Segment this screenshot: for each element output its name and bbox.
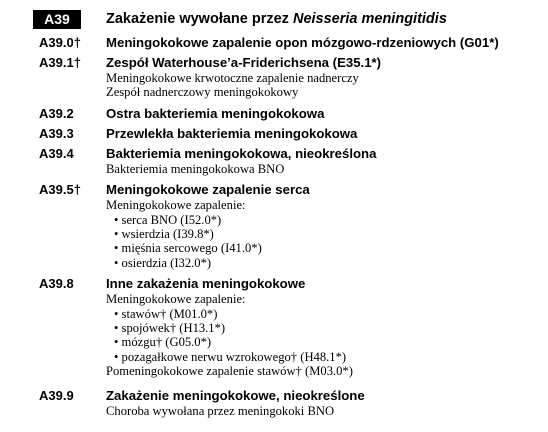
category-title-organism: Neisseria meningitidis — [292, 11, 447, 27]
inclusion-line: Meningokokowe zapalenie: — [106, 198, 246, 213]
inclusion-line: Meningokokowe zapalenie: — [106, 292, 246, 307]
category-title — [106, 10, 447, 29]
entry-a39-2 — [0, 105, 548, 122]
bullet-item: • spojówek† (H13.1*) — [114, 321, 226, 336]
bullet-item: • pozagałkowe nerwu wzrokowego† (H48.1*) — [114, 349, 347, 364]
entry-list — [0, 34, 548, 418]
entry-title: Zespół Waterhouse’a-Friderichsena (E35.1*) — [106, 55, 382, 70]
category-header — [33, 10, 543, 30]
entry-title: Przewlekła bakteriemia meningokokowa — [106, 125, 358, 141]
entry-a39-8 — [0, 275, 548, 378]
bullet-item: • wsierdzia (I39.8*) — [114, 227, 214, 242]
bullet-item: • mózgu† (G05.0*) — [114, 335, 212, 350]
bullet-item: • serca BNO (I52.0*) — [114, 212, 222, 227]
entry-code: A39.0† — [39, 35, 81, 50]
entry-code: A39.2 — [39, 105, 74, 121]
inclusion-line: Bakteriemia meningokokowa BNO — [106, 161, 285, 176]
inclusion-line: Zespół nadnerczowy meningokokowy — [106, 85, 299, 100]
bullet-item: • mięśnia sercowego (I41.0*) — [114, 241, 262, 256]
entry-code: A39.3 — [39, 125, 74, 141]
bullet-item: • stawów† (M01.0*) — [114, 306, 218, 321]
inclusion-line: Meningokokowe krwotoczne zapalenie nadnerczy — [106, 71, 359, 85]
entry-code: A39.9 — [39, 387, 74, 403]
entry-title: Meningokokowe zapalenie serca — [106, 182, 310, 198]
category-code: A39 — [33, 10, 81, 29]
entry-code: A39.8 — [39, 276, 74, 292]
entry-a39-9 — [0, 387, 548, 418]
entry-a39-1 — [0, 54, 548, 100]
inclusion-line: Choroba wywołana przez meningokoki BNO — [106, 403, 335, 418]
inclusion-line: Pomeningokokowe zapalenie stawów† (M03.0*) — [106, 364, 353, 379]
category-title-prefix: Zakażenie wywołane przez — [106, 11, 293, 27]
entry-title: Meningokokowe zapalenie opon mózgowo-rdzeniowych (G01*) — [106, 35, 499, 50]
entry-title: Bakteriemia meningokokowa, nieokreślona — [106, 145, 377, 161]
entry-code: A39.5† — [39, 182, 81, 198]
entry-title: Inne zakażenia meningokokowe — [106, 276, 306, 292]
entry-code: A39.1† — [39, 55, 81, 70]
entry-title: Zakażenie meningokokowe, nieokreślone — [106, 387, 365, 403]
entry-title: Ostra bakteriemia meningokokowa — [106, 105, 325, 121]
entry-a39-0 — [0, 34, 548, 51]
entry-a39-5 — [0, 181, 548, 270]
entry-a39-3 — [0, 125, 548, 142]
entry-code: A39.4 — [39, 145, 74, 161]
entry-a39-4 — [0, 145, 548, 176]
bullet-item: • osierdzia (I32.0*) — [114, 255, 212, 270]
